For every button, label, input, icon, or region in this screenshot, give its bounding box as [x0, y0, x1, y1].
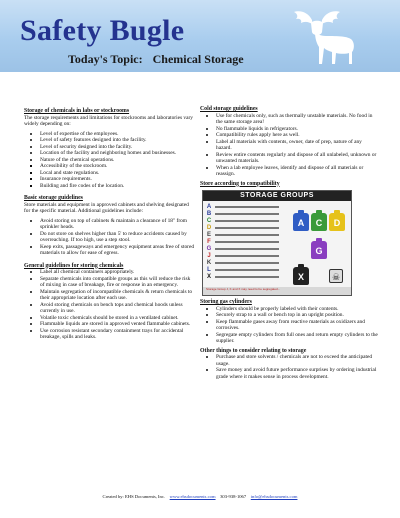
group-letter: X	[206, 274, 211, 281]
labs-list	[24, 131, 196, 190]
list-item: Building and fire codes of the location.	[24, 183, 196, 190]
section-heading-compatibility: Store according to compatibility	[200, 180, 280, 187]
general-list	[24, 269, 196, 341]
section-heading-basic: Basic storage guidelines	[24, 195, 83, 201]
list-item: Do not store on shelves higher than 5' to reduce accidents caused by overreaching. If too high, use a step stool.	[24, 231, 196, 244]
topic-value: Chemical Storage	[152, 52, 244, 66]
storage-groups-footnote: Storage Group J, K and X may need to be segregated...	[203, 287, 351, 295]
list-item: When a lab employee leaves, identify and dispose of all materials or reassign.	[200, 165, 378, 178]
list-item: Label all materials with contents, owner, date of prep, nature of any hazard.	[200, 139, 378, 152]
bottle-icon: X	[293, 267, 309, 285]
list-item: Use corrosion resistant secondary containment trays for accidental breakage, spills and leaks.	[24, 328, 196, 341]
footer-created: Created by: EHS Documents, Inc.	[102, 494, 166, 499]
list-item: Volatile toxic chemicals should be stored in a ventilated cabinet.	[24, 315, 196, 322]
group-letter: L	[207, 267, 211, 274]
section-heading-other: Other things to consider relating to storage	[200, 347, 307, 354]
footer-website-link[interactable]: www.ehsdocuments.com	[169, 494, 216, 499]
basic-list	[24, 218, 196, 257]
newsletter-title: Safety Bugle	[20, 14, 185, 47]
section-heading-gas: Storing gas cylinders	[200, 299, 252, 305]
list-item: Cylinders should be properly labeled with their contents.	[200, 306, 378, 313]
footer-phone: 303-938-1067	[220, 494, 247, 499]
group-letter: B	[206, 211, 212, 218]
list-item: Avoid storing on top of cabinets & maintain a clearance of 18" from sprinkler heads.	[24, 218, 196, 231]
list-item: Label all chemical containers appropriately.	[24, 269, 196, 276]
section-heading-cold: Cold storage guidelines	[200, 106, 258, 112]
topic-label: Today's Topic:	[68, 52, 143, 66]
list-item: Avoid storing chemicals on bench tops and chemical hoods unless currently in use.	[24, 302, 196, 315]
list-item: Keep exits, passageways and emergency equipment areas free of stored materials to allow for ease of egress.	[24, 244, 196, 257]
topic-line	[68, 52, 244, 67]
other-list	[200, 354, 378, 380]
bottle-icon: C	[311, 213, 327, 231]
list-item: No flammable liquids in refrigerators.	[200, 126, 378, 133]
list-item: Save money and avoid future performance surprises by ordering industrial grade where it makes sense in process development.	[200, 367, 378, 380]
left-column	[24, 108, 196, 341]
list-item: Location of the facility and neighboring homes and businesses.	[24, 150, 196, 157]
group-letter: G	[206, 246, 212, 253]
list-item: Securely strap to a wall or bench top in an upright position.	[200, 312, 378, 319]
list-item: Review entire contents regularly and dispose of all unlabeled, unknown or unwanted materials.	[200, 152, 378, 165]
storage-groups-chart	[202, 190, 352, 296]
list-item: Accessibility of the stockroom.	[24, 163, 196, 170]
header-banner	[0, 0, 400, 72]
list-item: Insurance requirements.	[24, 176, 196, 183]
section-heading-general: General guidelines for storing chemicals	[24, 262, 124, 269]
list-item: Level of safety features designed into the facility.	[24, 137, 196, 144]
list-item: Compatibility rules apply here as well.	[200, 132, 378, 139]
right-column	[200, 106, 378, 380]
section-text-basic: Store materials and equipment in approved cabinets and shelving designated for the specific material. Additional guidelines include:	[24, 201, 189, 214]
group-letter: D	[206, 225, 212, 232]
bottle-icon: A	[293, 213, 309, 231]
group-letter: K	[206, 260, 212, 267]
list-item: Nature of the chemical operations.	[24, 157, 196, 164]
footer	[0, 494, 400, 499]
list-item: Purchase and store solvents / chemicals are not to exceed the anticipated usage.	[200, 354, 378, 367]
bottle-icon: D	[329, 213, 345, 231]
list-item: Segregate empty cylinders from full ones and return empty cylinders to the supplier.	[200, 332, 378, 345]
group-letter: E	[206, 232, 211, 239]
group-letter: C	[206, 218, 212, 225]
group-letter: J	[207, 253, 211, 260]
moose-logo-icon	[282, 6, 362, 68]
footer-email-link[interactable]: info@ehsdocuments.com	[250, 494, 298, 499]
list-item: Local and state regulations.	[24, 170, 196, 177]
list-item: Keep flammable gases away from reactive materials as oxidizers and corrosives.	[200, 319, 378, 332]
list-item: Level of security designed into the facility.	[24, 144, 196, 151]
section-text-labs: The storage requirements and limitations for stockrooms and laboratories vary widely depending on:	[24, 114, 194, 127]
cold-list	[200, 113, 378, 178]
skull-icon: ☠	[329, 269, 343, 283]
section-heading-labs: Storage of chemicals in labs or stockrooms	[24, 108, 130, 114]
list-item: Maintain segregation of incompatible chemicals & return chemicals to their appropriate location after each use.	[24, 289, 196, 302]
list-item: Level of expertise of the employees.	[24, 131, 196, 138]
bottle-icon: G	[311, 241, 327, 259]
list-item: Use for chemicals only, such as thermally unstable materials. No food in the same storage area!	[200, 113, 378, 126]
group-letter: F	[207, 239, 211, 246]
group-letter: A	[206, 204, 212, 211]
group-row	[205, 273, 283, 281]
storage-groups-heading: STORAGE GROUPS	[203, 191, 351, 201]
gas-list	[200, 306, 378, 345]
list-item: Separate chemicals into compatible groups as this will reduce the risk of mixing in case of breakage, fire or response in an emergency.	[24, 276, 196, 289]
list-item: Flammable liquids are stored in approved vented flammable cabinets.	[24, 321, 196, 328]
